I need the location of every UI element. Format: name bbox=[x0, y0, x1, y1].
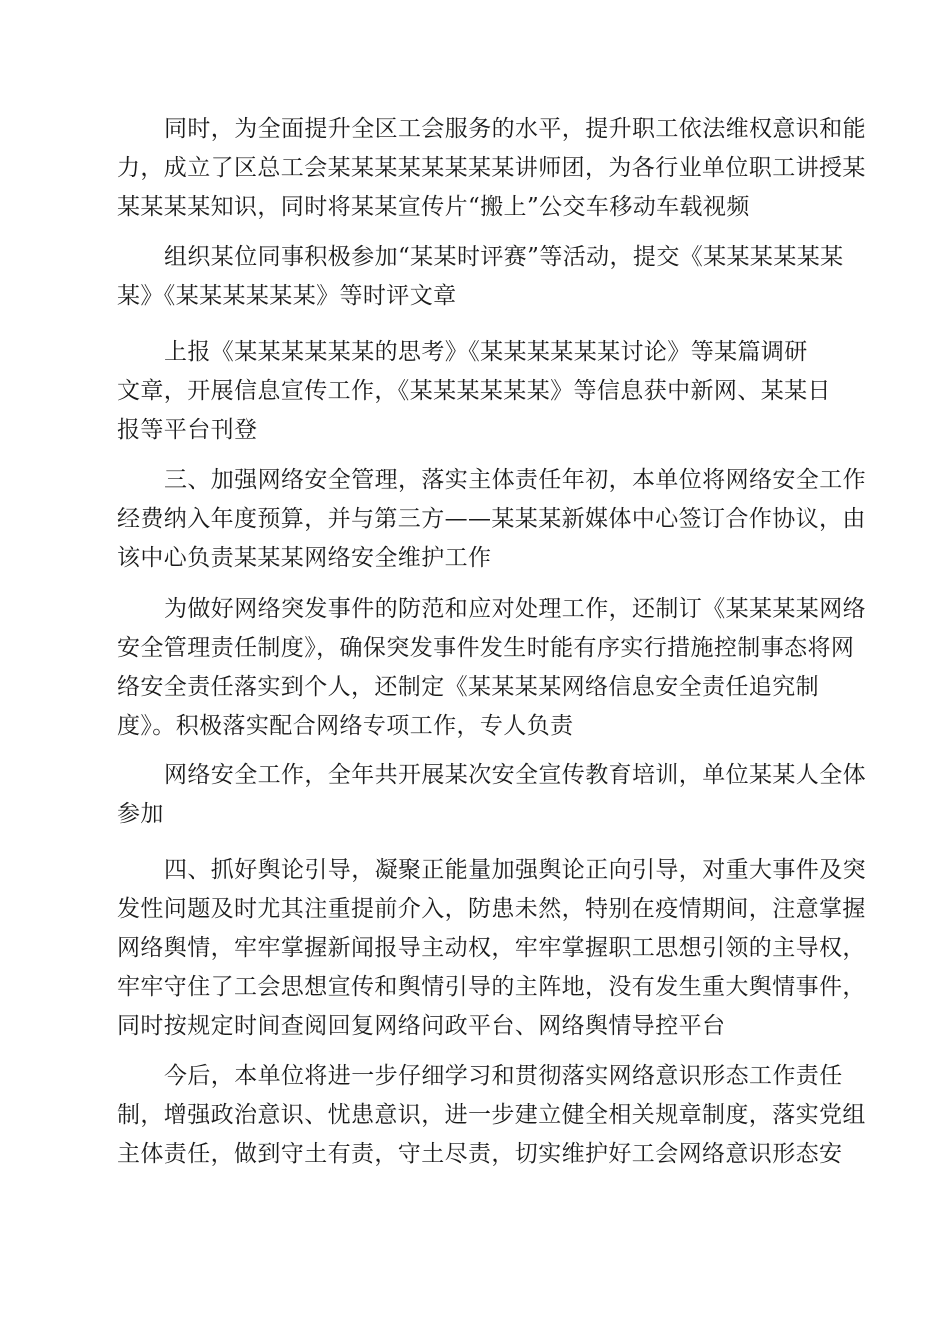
text-line: 某》《某某某某某某》等时评文章 bbox=[117, 283, 457, 309]
text-line: 报等平台刊登 bbox=[117, 417, 258, 443]
paragraph-future-plans bbox=[117, 1057, 866, 1174]
text-line: 主体责任，做到守土有责，守土尽责，切实维护好工会网络意识形态安 bbox=[117, 1141, 843, 1167]
text-line: 同时按规定时间查阅回复网络问政平台、网络舆情导控平台 bbox=[117, 1013, 726, 1039]
text-line: 安全管理责任制度》，确保突发事件发生时能有序实行措施控制事态将网 bbox=[117, 635, 855, 661]
text-line: 为做好网络突发事件的防范和应对处理工作，还制订《某某某某网络 bbox=[164, 596, 866, 622]
text-line: 组织某位同事积极参加“某某时评赛”等活动，提交《某某某某某某 bbox=[164, 244, 844, 270]
text-line: 度》。积极落实配合网络专项工作，专人负责 bbox=[117, 713, 574, 739]
text-line: 网络舆情，牢牢掌握新闻报导主动权，牢牢掌握职工思想引领的主导权， bbox=[117, 935, 866, 961]
paragraph-emergency-response bbox=[117, 590, 866, 746]
paragraph-research-reports bbox=[117, 333, 835, 450]
text-line: 发性问题及时尤其注重提前介入，防患未然，特别在疫情期间，注意掌握 bbox=[117, 896, 866, 922]
paragraph-union-service bbox=[117, 110, 866, 227]
text-line: 该中心负责某某某网络安全维护工作 bbox=[117, 545, 492, 571]
text-line: 牢牢守住了工会思想宣传和舆情引导的主阵地，没有发生重大舆情事件， bbox=[117, 974, 866, 1000]
text-line: 某某某某知识，同时将某某宣传片“搬上”公交车移动车载视频 bbox=[117, 194, 750, 220]
text-line: 参加 bbox=[117, 801, 164, 827]
text-line: 制，增强政治意识、忧患意识，进一步建立健全相关规章制度，落实党组 bbox=[117, 1102, 866, 1128]
text-line: 网络安全工作，全年共开展某次安全宣传教育培训，单位某某人全体 bbox=[164, 762, 866, 788]
paragraph-public-opinion bbox=[117, 851, 866, 1046]
text-line: 力，成立了区总工会某某某某某某某某讲师团，为各行业单位职工讲授某 bbox=[117, 155, 866, 181]
text-line: 三、加强网络安全管理，落实主体责任年初，本单位将网络安全工作 bbox=[164, 467, 866, 493]
text-line: 文章，开展信息宣传工作，《某某某某某某》等信息获中新网、某某日 bbox=[117, 378, 831, 404]
paragraph-network-security bbox=[117, 461, 866, 578]
text-line: 上报《某某某某某某的思考》《某某某某某某讨论》等某篇调研 bbox=[164, 339, 808, 365]
text-line: 今后，本单位将进一步仔细学习和贯彻落实网络意识形态工作责任 bbox=[164, 1063, 843, 1089]
text-line: 四、抓好舆论引导，凝聚正能量加强舆论正向引导，对重大事件及突 bbox=[164, 857, 866, 883]
text-line: 同时，为全面提升全区工会服务的水平，提升职工依法维权意识和能 bbox=[164, 116, 866, 142]
text-line: 络安全责任落实到个人，还制定《某某某某网络信息安全责任追究制 bbox=[117, 674, 819, 700]
text-line: 经费纳入年度预算，并与第三方——某某某新媒体中心签订合作协议，由 bbox=[117, 506, 866, 532]
paragraph-commentary-contest bbox=[117, 238, 844, 316]
paragraph-security-training bbox=[117, 756, 866, 834]
